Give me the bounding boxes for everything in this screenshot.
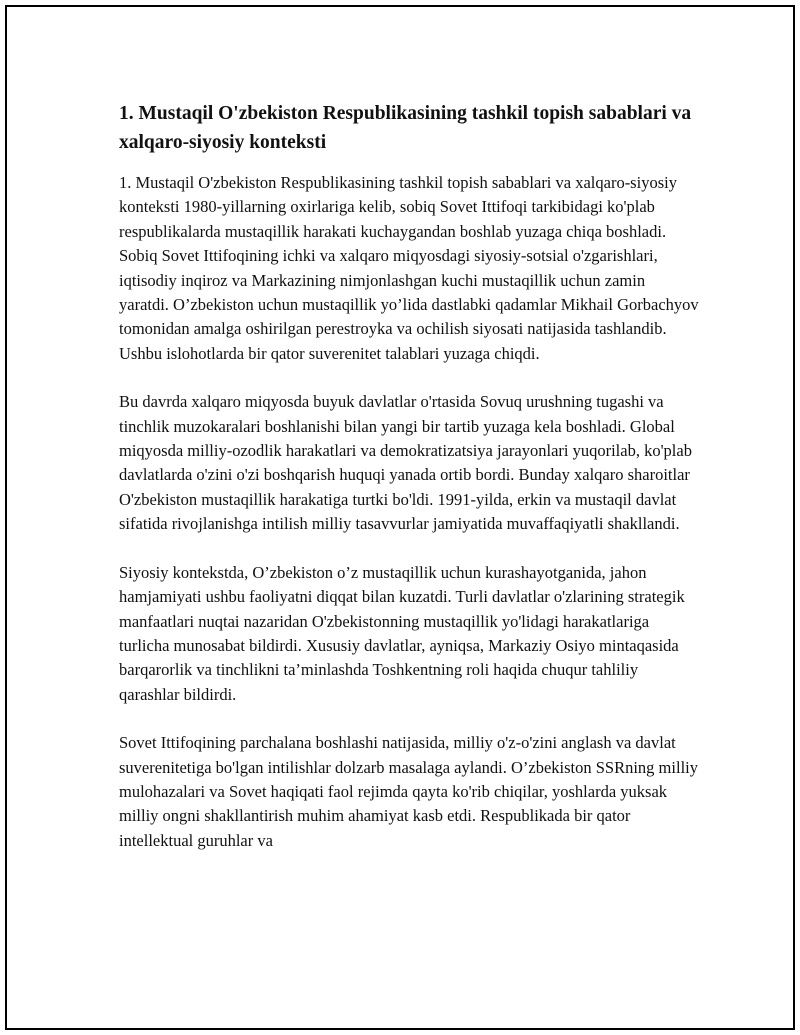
paragraph-4: Sovet Ittifoqining parchalana boshlashi natijasida, milliy o'z-o'zini anglash va davlat suverenitetiga bo'lgan intilishlar dolzarb masalaga aylandi. O’zbekiston SSRning milliy mulohazalari va Sovet haqiqati faol rejimda qayta ko'rib chiqilar, yoshlarda yuksak milliy ongni shakllantirish muhim ahamiyat kasb etdi. Respublikada bir qator intellektual guruhlar va (119, 733, 698, 850)
paragraph-3: Siyosiy kontekstda, O’zbekiston o’z mustaqillik uchun kurashayotganida, jahon hamjamiyati ushbu faoliyatni diqqat bilan kuzatdi. Turli davlatlar o'zlarining strategik manfaatlari nuqtai nazaridan O'zbekistonning mustaqillik yo'lidagi harakatlariga turlicha munosabat bildirdi. Xususiy davlatlar, ayniqsa, Markaziy Osiyo mintaqasida barqarorlik va tinchlikni ta’minlashda Toshkentning roli haqida chuqur tahliliy qarashlar bildirdi. (119, 562, 685, 704)
document-body (119, 99, 699, 877)
paragraph-2: Bu davrda xalqaro miqyosda buyuk davlatlar o'rtasida Sovuq urushning tugashi va tinchlik muzokaralari boshlanishi bilan yangi bir tartib yuzaga kela boshladi. Global miqyosda milliy-ozodlik harakatlari va demokratizatsiya jarayonlari yuqorilab, ko'plab davlatlarda o'zini o'zi boshqarish huquqi yanada ortib bordi. Bunday xalqaro sharoitlar O'zbekiston mustaqillik harakatiga turtki bo'ldi. 1991-yilda, erkin va mustaqil davlat sifatida rivojlanishga intilish milliy tasavvurlar jamiyatida muvaffaqiyatli shakllandi. (119, 392, 692, 534)
paragraph-1: 1. Mustaqil O'zbekiston Respublikasining tashkil topish sabablari va xalqaro-siyosiy konteksti 1980-yillarning oxirlariga kelib, sobiq Sovet Ittifoqi tarkibidagi ko'plab respublikalarda mustaqillik harakati kuchaygandan boshlab yuzaga chiqa boshladi. Sobiq Sovet Ittifoqining ichki va xalqaro miqyosdagi siyosiy-sotsial o'zgarishlari, iqtisodiy inqiroz va Markazining nimjonlashgan kuchi mustaqillik uchun zamin yaratdi. O’zbekiston uchun mustaqillik yo’lida dastlabki qadamlar Mikhail Gorbachyov tomonidan amalga oshirilgan perestroyka va ochilish siyosati natijasida tashlandib. Ushbu islohotlarda bir qator suverenitet talablari yuzaga chiqdi. (119, 173, 699, 363)
section-title: 1. Mustaqil O'zbekiston Respublikasining tashkil topish sabablari va xalqaro-siyosiy konteksti (119, 103, 692, 153)
page-frame (5, 5, 795, 1030)
